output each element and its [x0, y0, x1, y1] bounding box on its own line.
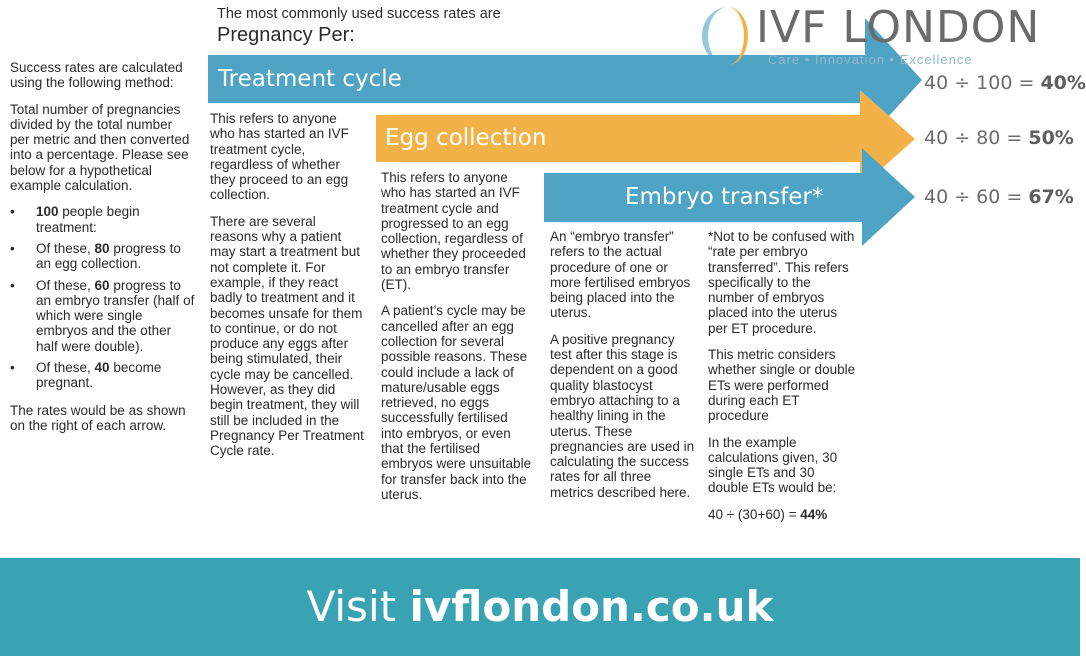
note-metric: This metric considers whether single or double ETs were performed during each ET procedure [708, 347, 856, 424]
page-title: Pregnancy Per: [217, 24, 355, 46]
logo-crescent-icon [700, 4, 756, 68]
arrow-label-embryo: Embryo transfer* [625, 184, 824, 210]
method-conclusion: The rates would be as shown on the right of each arrow. [10, 402, 186, 433]
egg-definition: This refers to anyone who has started an IVF treatment cycle and progressed to an egg collection, regardless of whether they proceeded to an embryo transfer (ET). [381, 170, 526, 293]
egg-column [381, 170, 533, 513]
list-item: • 100 people begin treatment: [10, 204, 195, 235]
note-column [708, 229, 856, 533]
embryo-definition: An “embryo transfer” refers to the actual procedure of one or more fertilised embryos being placed into the uterus. [550, 229, 691, 321]
note-example: In the example calculations given, 30 single ETs and 30 double ETs would be: [708, 434, 838, 496]
logo-name: IVF LONDON [756, 2, 1041, 53]
arrow-label-egg: Egg collection [385, 125, 547, 151]
website-banner [0, 558, 1080, 656]
method-intro: Success rates are calculated using the following method: [10, 60, 183, 91]
method-description: Total number of pregnancies divided by the total number per metric and then converted into a percentage. Please see below for a hypothetical example calculation. [10, 101, 190, 194]
embryo-details: A positive pregnancy test after this stage is dependent on a good quality blastocyst embryo attaching to a healthy lining in the uterus. These pregnancies are used in calculating the success rates for all three metrics described here. [550, 331, 695, 500]
arrow-label-treatment: Treatment cycle [218, 66, 402, 92]
embryo-column [550, 229, 698, 511]
calc-treatment: 40 ÷ 100 = 40% [924, 72, 1086, 94]
method-column [10, 60, 195, 444]
note-definition: *Not to be confused with “rate per embryo transferred”. This refers specifically to the number of embryos placed into the uterus per ET procedure. [708, 229, 855, 336]
website-link[interactable]: ivflondon.co.uk [409, 582, 774, 631]
treatment-details: There are several reasons why a patient may start a treatment but not complete it. For example, if they react badly to treatment and it becomes unsafe for them to continue, or do not produce any eggs after being stimulated, their cycle may be cancelled. However, as they did begin treatment, they will still be included in the Pregnancy Per Treatment Cycle rate. [210, 213, 364, 459]
list-item: • Of these, 60 progress to an embryo transfer (half of which were single embryos and the other half were double). [10, 278, 195, 354]
treatment-definition: This refers to anyone who has started an IVF treatment cycle, regardless of whether they proceed to an egg collection. [210, 111, 349, 203]
logo-tagline: Care • Innovation • Excellence [768, 52, 973, 67]
calc-egg: 40 ÷ 80 = 50% [924, 127, 1074, 149]
note-calc: 40 ÷ (30+60) = 44% [708, 506, 828, 522]
treatment-column [210, 111, 365, 470]
logo [700, 4, 1070, 70]
list-item: • Of these, 40 become pregnant. [10, 360, 195, 391]
example-list [10, 204, 195, 390]
list-item: • Of these, 80 progress to an egg collection. [10, 241, 195, 272]
egg-details: A patient’s cycle may be cancelled after an egg collection for several possible reasons. These could include a lack of mature/usable eggs retrieved, no eggs successfully fertilised into embryos, or even that the fertilised embryos were unsuitable for transfer back into the uterus. [381, 303, 532, 502]
banner-prefix: Visit [306, 582, 410, 631]
calc-embryo: 40 ÷ 60 = 67% [924, 186, 1074, 208]
intro-text: The most commonly used success rates are [217, 6, 501, 22]
